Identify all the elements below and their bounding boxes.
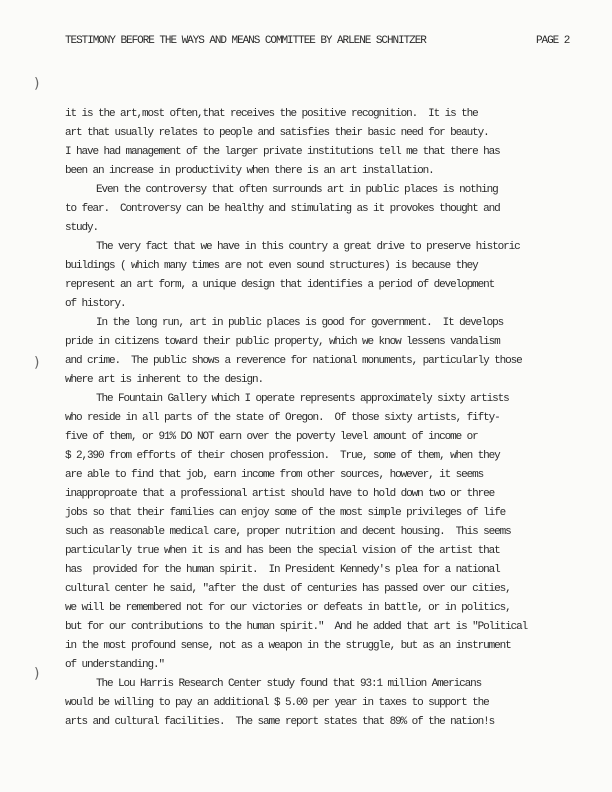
text-line: buildings ( which many times are not even sound structures) is because they <box>65 260 478 272</box>
text-line: but for our contributions to the human spirit." And he added that art is "Political <box>65 621 528 633</box>
text-line: The Lou Harris Research Center study found that 93:1 million Americans <box>96 678 482 690</box>
text-line: Even the controversy that often surrounds art in public places is nothing <box>96 184 498 196</box>
text-line: are able to find that job, earn income from other sources, however, it seems <box>65 469 484 481</box>
text-line: to fear. Controversy can be healthy and stimulating as it provokes thought and <box>65 203 500 215</box>
text-line: study. <box>65 222 99 234</box>
text-line: such as reasonable medical care, proper nutrition and decent housing. This seems <box>65 526 511 538</box>
text-line: been an increase in productivity when there is an art installation. <box>65 165 434 177</box>
text-line: who reside in all parts of the state of Oregon. Of those sixty artists, fifty- <box>65 412 500 424</box>
text-line: in the most profound sense, not as a weapon in the struggle, but as an instrument <box>65 640 511 652</box>
margin-mark: ) <box>34 76 40 92</box>
text-line: of understanding." <box>65 659 165 671</box>
text-line: where art is inherent to the design. <box>65 374 264 386</box>
page-number: PAGE 2 <box>536 35 570 47</box>
margin-mark: ) <box>34 355 40 371</box>
text-line: it is the art,most often,that receives the positive recognition. It is the <box>65 108 478 120</box>
document-body <box>65 105 605 732</box>
text-line: I have had management of the larger private institutions tell me that there has <box>65 146 500 158</box>
text-line: In the long run, art in public places is good for government. It develops <box>96 317 504 329</box>
text-line: five of them, or 91% DO NOT earn over the poverty level amount of income or <box>65 431 478 443</box>
text-line: art that usually relates to people and satisfies their basic need for beauty. <box>65 127 489 139</box>
text-line: we will be remembered not for our victories or defeats in battle, or in politics, <box>65 602 511 614</box>
text-line: inapproproate that a professional artist should have to hold down two or three <box>65 488 495 500</box>
text-line: and crime. The public shows a reverence for national monuments, particularly those <box>65 355 522 367</box>
text-line: jobs so that their families can enjoy some of the most simple privileges of life <box>65 507 506 519</box>
text-line: particularly true when it is and has been the special vision of the artist that <box>65 545 500 557</box>
text-line: cultural center he said, "after the dust of centuries has passed over our cities, <box>65 583 511 595</box>
text-line: arts and cultural facilities. The same report states that 89% of the nation!s <box>65 716 495 728</box>
text-line: would be willing to pay an additional $ 5.00 per year in taxes to support the <box>65 697 489 709</box>
text-line: has provided for the human spirit. In President Kennedy's plea for a national <box>65 564 500 576</box>
text-line: The very fact that we have in this country a great drive to preserve historic <box>96 241 520 253</box>
text-line: $ 2,390 from efforts of their chosen profession. True, some of them, when they <box>65 450 500 462</box>
document-header-title: TESTIMONY BEFORE THE WAYS AND MEANS COMMITTEE BY ARLENE SCHNITZER <box>65 35 426 47</box>
text-line: represent an art form, a unique design that identifies a period of development <box>65 279 495 291</box>
text-line: pride in citizens toward their public property, which we know lessens vandalism <box>65 336 500 348</box>
margin-mark: ) <box>34 666 40 682</box>
text-line: of history. <box>65 298 126 310</box>
text-line: The Fountain Gallery which I operate represents approximately sixty artists <box>96 393 509 405</box>
